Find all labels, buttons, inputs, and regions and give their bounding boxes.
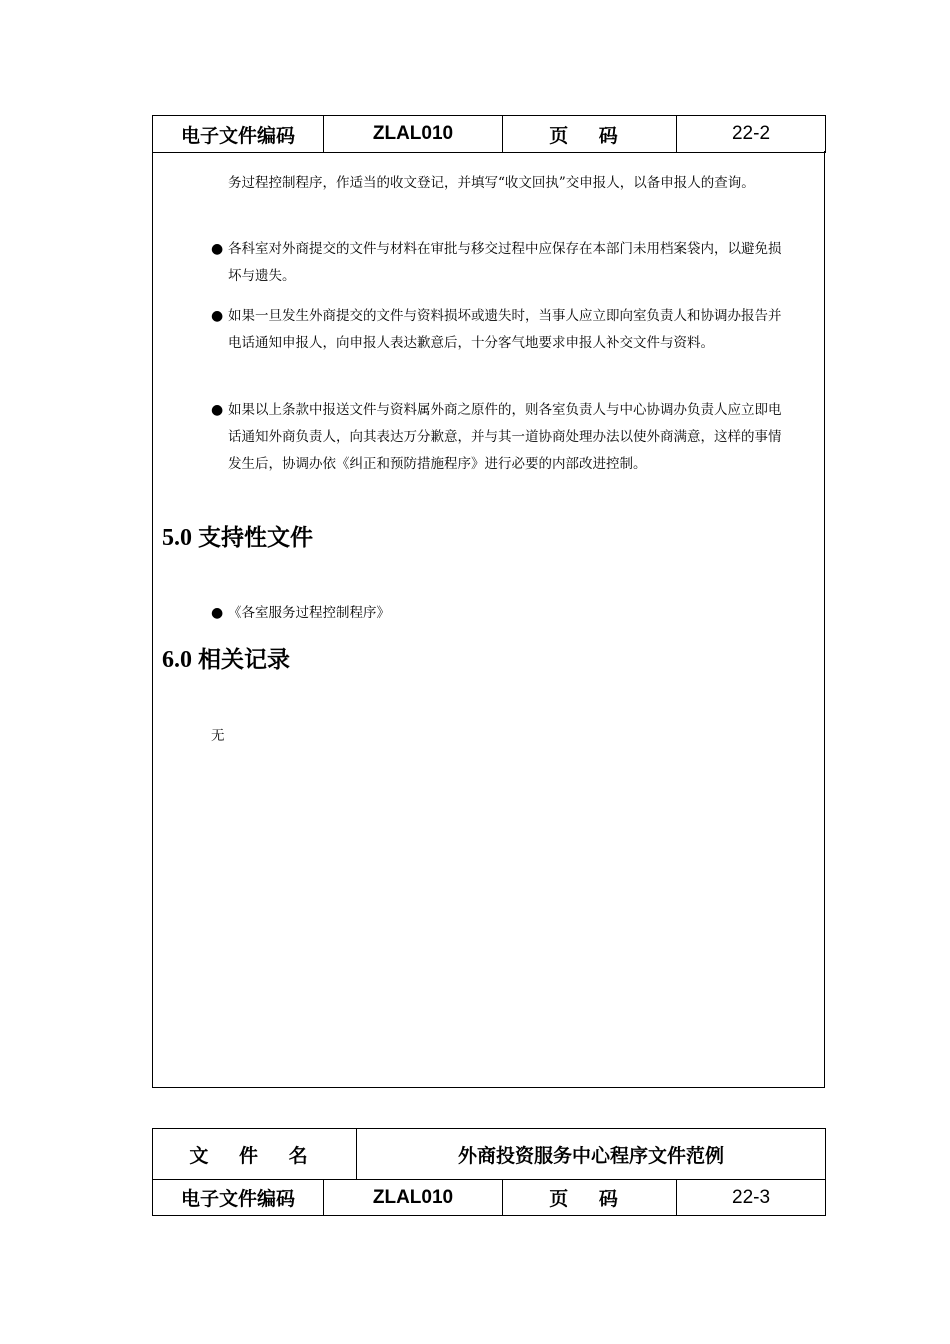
bullet-text: 《各室服务过程控制程序》 [228, 605, 390, 621]
section-6-text-none: 无 [211, 728, 225, 744]
bullet-icon: ● [211, 241, 224, 257]
section-5-number: 5.0 [162, 525, 192, 551]
section-6-body [211, 723, 225, 750]
code-value: ZLAL010 [324, 116, 503, 153]
section-6-title [162, 645, 290, 675]
bullet-text: 如果以上条款中报送文件与资料属外商之原件的，则各室负责人与中心协调办负责人应立即电话通知外商负责人，向其表达万分歉意，并与其一道协商处理办法以使外商满意，这样的事情发生后，协调办依《纠正和预防措施程序》进行必要的内部改进控制。 [228, 402, 782, 472]
file-name-value: 外商投资服务中心程序文件范例 [357, 1129, 826, 1180]
bullet-item-1 [211, 236, 791, 290]
top-header-table [152, 115, 826, 153]
section-5-item-1 [211, 600, 791, 627]
page-value: 22-2 [677, 116, 826, 153]
bullet-text: 各科室对外商提交的文件与材料在审批与移交过程中应保存在本部门未用档案袋内，以避免损坏与遗失。 [228, 241, 782, 284]
bottom-header-table [152, 1128, 826, 1216]
bullet-item-3 [211, 397, 791, 478]
continued-paragraph [228, 170, 788, 197]
section-5-text: 支持性文件 [198, 525, 313, 551]
bullet-icon: ● [211, 605, 224, 621]
section-5-title [162, 523, 313, 553]
section-6-text: 相关记录 [198, 647, 290, 673]
continued-text: 务过程控制程序，作适当的收文登记，并填写“收文回执”交申报人，以备申报人的查询。 [228, 175, 755, 191]
code-value: ZLAL010 [324, 1180, 503, 1216]
bullet-icon: ● [211, 402, 224, 418]
bullet-icon: ● [211, 308, 224, 324]
bullet-text: 如果一旦发生外商提交的文件与资料损坏或遗失时，当事人应立即向室负责人和协调办报告并电话通知申报人，向申报人表达歉意后，十分客气地要求申报人补交文件与资料。 [228, 308, 782, 351]
code-label: 电子文件编码 [153, 1180, 324, 1216]
section-6-number: 6.0 [162, 647, 192, 673]
page-label: 页 码 [503, 116, 677, 153]
code-label: 电子文件编码 [153, 116, 324, 153]
file-name-label: 文 件 名 [153, 1129, 357, 1180]
bullet-item-2 [211, 303, 791, 357]
page-value: 22-3 [677, 1180, 826, 1216]
page-label: 页 码 [503, 1180, 677, 1216]
